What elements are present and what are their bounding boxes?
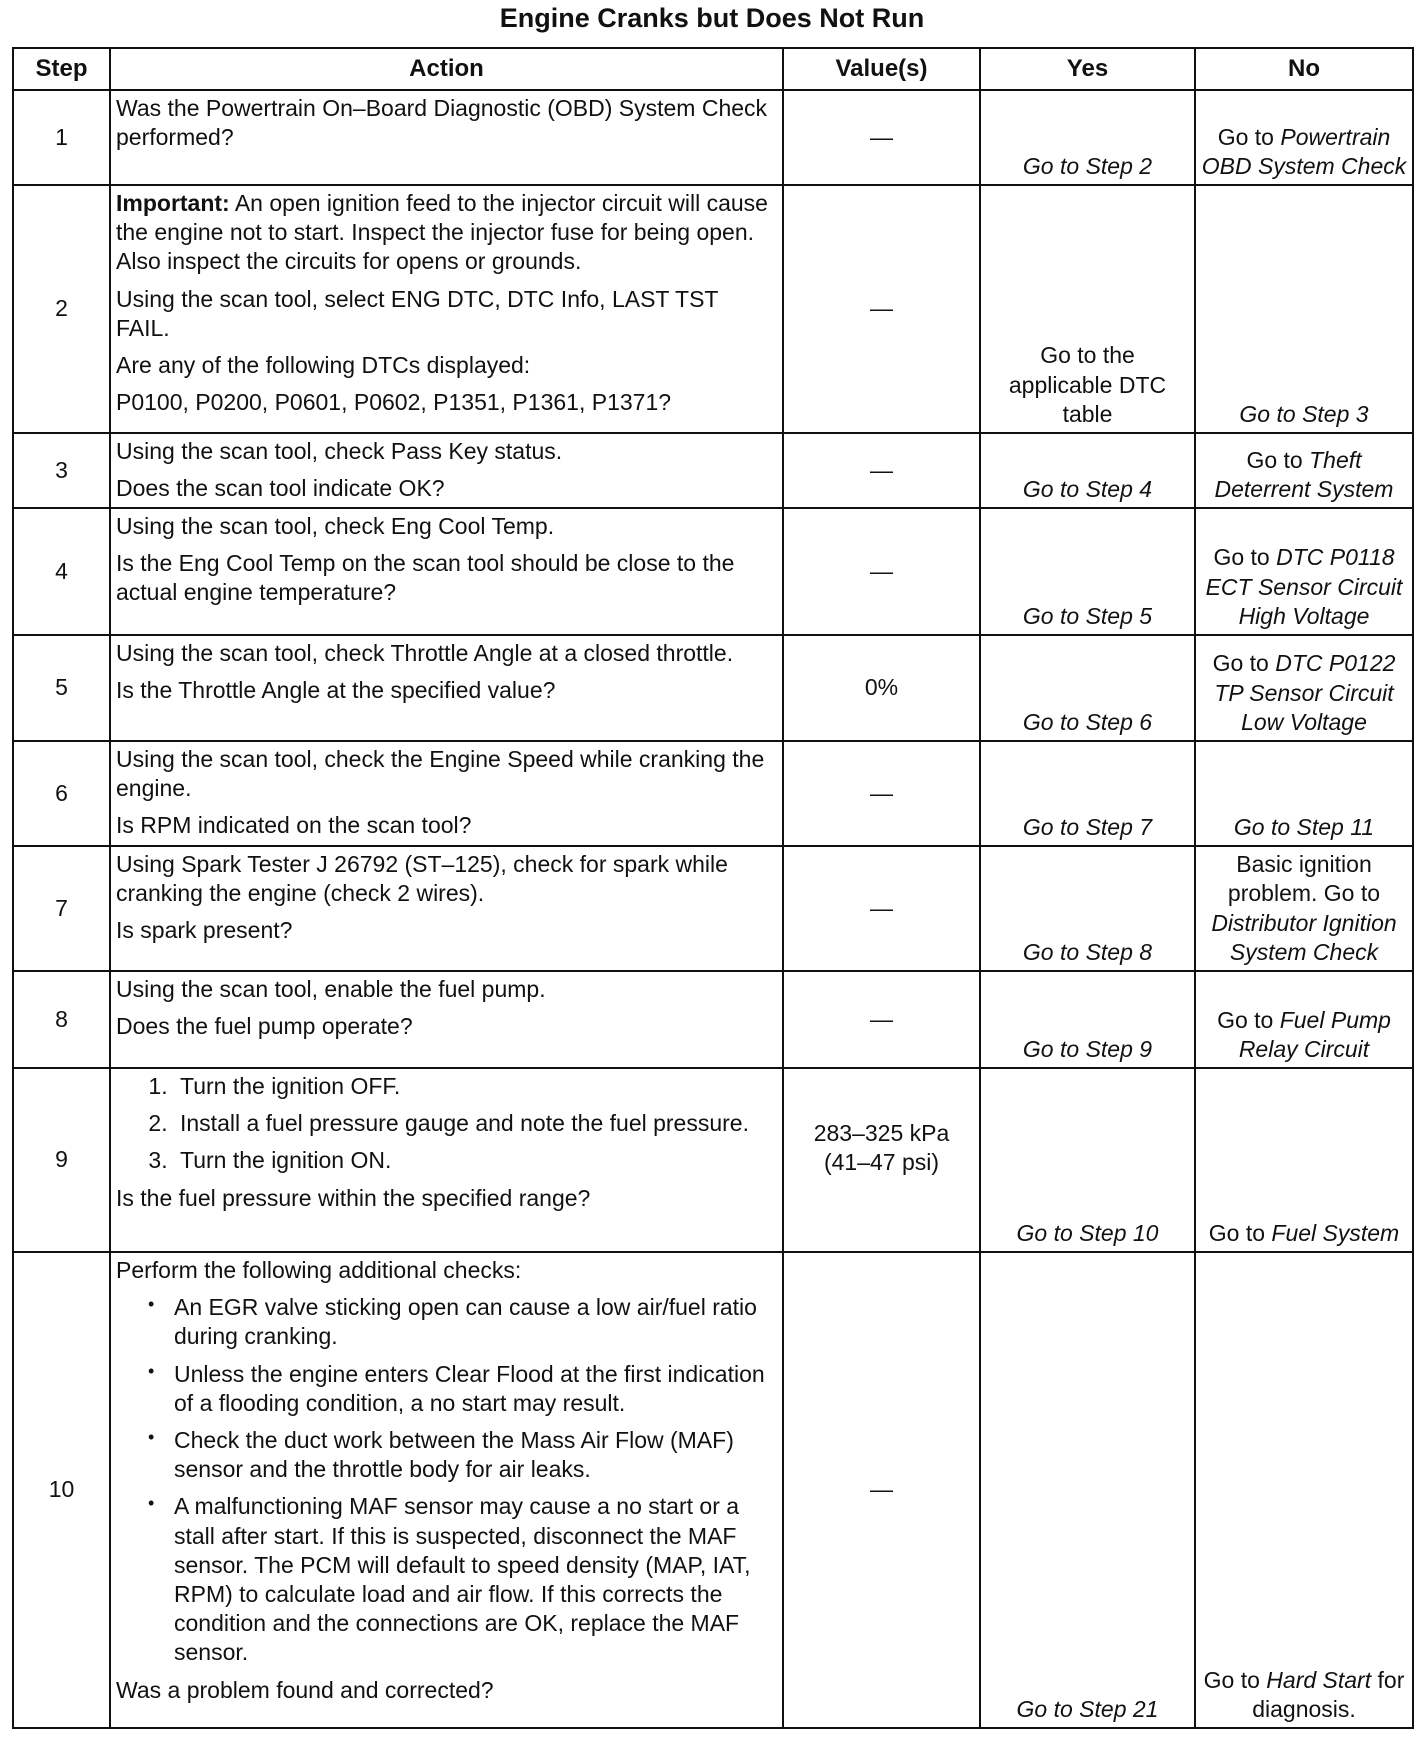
header-action: Action: [110, 48, 783, 90]
step-number: 6: [13, 741, 110, 846]
list-item: 1. Turn the ignition OFF.: [174, 1072, 777, 1101]
no-cell: [1195, 971, 1413, 1068]
action-text: Using the scan tool, check Eng Cool Temp.: [116, 513, 555, 539]
step-number: 2: [13, 185, 110, 433]
header-step: Step: [13, 48, 110, 90]
numbered-list: [116, 1072, 777, 1176]
diagnostic-table: [12, 47, 1414, 1729]
no-prefix: Go to: [1217, 1006, 1280, 1033]
table-row: [13, 185, 1413, 433]
action-cell: [110, 1252, 783, 1728]
action-text: Using the scan tool, check Pass Key status.: [116, 438, 563, 464]
value-cell: —: [783, 846, 980, 971]
no-cell: [1195, 1068, 1413, 1252]
yes-link[interactable]: Go to Step 5: [980, 508, 1195, 635]
no-prefix: Go to: [1246, 446, 1310, 473]
no-prefix: Go to: [1213, 544, 1277, 571]
header-no: No: [1195, 48, 1413, 90]
no-prefix: Basic ignition problem. Go to: [1227, 851, 1381, 907]
no-link[interactable]: Theft Deterrent System: [1214, 446, 1394, 502]
step-number: 10: [13, 1252, 110, 1728]
important-text: An open ignition feed to the injector circuit will cause the engine not to start. Inspect the injector fuse for being open. Also inspect the circuits for opens or grounds.: [116, 190, 768, 275]
value-cell: —: [783, 90, 980, 185]
action-text: Is the Eng Cool Temp on the scan tool should be close to the actual engine temperature?: [116, 550, 735, 606]
yes-link[interactable]: Go to Step 9: [980, 971, 1195, 1068]
no-link[interactable]: Hard Start: [1266, 1666, 1372, 1693]
yes-link[interactable]: Go to Step 6: [980, 635, 1195, 741]
action-intro: Perform the following additional checks:: [116, 1257, 522, 1283]
list-item: 3. Turn the ignition ON.: [174, 1146, 777, 1175]
action-cell: [110, 90, 783, 185]
no-link[interactable]: Go to Step 3: [1195, 185, 1413, 433]
action-cell: [110, 635, 783, 741]
table-header-row: [13, 48, 1413, 90]
no-prefix: Go to: [1212, 650, 1276, 677]
step-number: 1: [13, 90, 110, 185]
no-cell: [1195, 846, 1413, 971]
action-text: Using the scan tool, select ENG DTC, DTC Info, LAST TST FAIL.: [116, 285, 719, 341]
value-cell: —: [783, 971, 980, 1068]
step-number: 5: [13, 635, 110, 741]
header-yes: Yes: [980, 48, 1195, 90]
action-cell: [110, 185, 783, 433]
value-line: (41–47 psi): [823, 1149, 940, 1176]
value-cell: 0%: [783, 635, 980, 741]
action-text: Does the fuel pump operate?: [116, 1013, 413, 1040]
action-text: Are any of the following DTCs displayed:: [116, 352, 531, 379]
table-row: [13, 635, 1413, 741]
action-cell: [110, 1068, 783, 1252]
value-cell: —: [783, 508, 980, 635]
table-row: [13, 1068, 1413, 1252]
no-link[interactable]: Powertrain OBD System Check: [1201, 123, 1407, 179]
no-link[interactable]: Fuel System: [1271, 1219, 1400, 1246]
action-text: Using the scan tool, check Throttle Angle at a closed throttle.: [116, 640, 734, 666]
yes-link[interactable]: Go to Step 4: [980, 433, 1195, 508]
no-prefix: Go to: [1208, 1219, 1272, 1246]
action-cell: [110, 971, 783, 1068]
no-prefix: Go to: [1203, 1666, 1267, 1693]
list-item: • Unless the engine enters Clear Flood at the first indication of a flooding condition, a no start may result.: [174, 1360, 777, 1418]
table-row: [13, 90, 1413, 185]
table-row: [13, 846, 1413, 971]
bullet-list: [116, 1293, 777, 1667]
yes-link[interactable]: Go to Step 21: [980, 1252, 1195, 1728]
action-cell: [110, 846, 783, 971]
table-row: [13, 433, 1413, 508]
value-cell: —: [783, 185, 980, 433]
table-row: [13, 741, 1413, 846]
no-cell: [1195, 433, 1413, 508]
action-cell: [110, 741, 783, 846]
action-cell: [110, 433, 783, 508]
action-text: Is the Throttle Angle at the specified value?: [116, 677, 556, 704]
value-cell: —: [783, 433, 980, 508]
no-link[interactable]: Fuel Pump Relay Circuit: [1238, 1006, 1391, 1062]
yes-link[interactable]: Go to Step 7: [980, 741, 1195, 846]
yes-link[interactable]: Go to the applicable DTC table: [980, 185, 1195, 433]
value-line: 283–325 kPa: [813, 1120, 950, 1146]
action-text: Is spark present?: [116, 917, 293, 944]
step-number: 9: [13, 1068, 110, 1252]
yes-link[interactable]: Go to Step 2: [980, 90, 1195, 185]
no-link[interactable]: Go to Step 11: [1195, 741, 1413, 846]
action-cell: [110, 508, 783, 635]
yes-link[interactable]: Go to Step 8: [980, 846, 1195, 971]
yes-link[interactable]: Go to Step 10: [980, 1068, 1195, 1252]
action-text: Was the Powertrain On–Board Diagnostic (OBD) System Check performed?: [116, 95, 768, 151]
important-label: Important:: [116, 190, 230, 216]
list-item: • A malfunctioning MAF sensor may cause a no start or a stall after start. If this is suspected, disconnect the MAF sensor. The PCM will default to speed density (MAP, IAT, RPM) to calculate load and air flow. If this corrects the condition and the connections are OK, replace the MAF sensor.: [174, 1492, 777, 1667]
table-row: [13, 971, 1413, 1068]
action-text: Is RPM indicated on the scan tool?: [116, 812, 472, 839]
list-item: • Check the duct work between the Mass Air Flow (MAF) sensor and the throttle body for air leaks.: [174, 1426, 777, 1484]
value-cell: —: [783, 1252, 980, 1728]
table-row: [13, 508, 1413, 635]
action-question: Was a problem found and corrected?: [116, 1676, 494, 1703]
no-cell: [1195, 508, 1413, 635]
no-cell: [1195, 90, 1413, 185]
no-prefix: Go to: [1217, 123, 1281, 150]
action-text: Using the scan tool, check the Engine Speed while cranking the engine.: [116, 746, 765, 802]
no-cell: [1195, 635, 1413, 741]
step-number: 8: [13, 971, 110, 1068]
important-note: [116, 189, 777, 277]
action-text: Using Spark Tester J 26792 (ST–125), check for spark while cranking the engine (check 2 wires).: [116, 851, 728, 907]
no-cell: [1195, 1252, 1413, 1728]
action-question: Is the fuel pressure within the specified range?: [116, 1184, 591, 1211]
step-number: 3: [13, 433, 110, 508]
table-row: [13, 1252, 1413, 1728]
value-cell: —: [783, 741, 980, 846]
no-link[interactable]: Distributor Ignition System Check: [1211, 909, 1397, 965]
no-link[interactable]: DTC P0122 TP Sensor Circuit Low Voltage: [1214, 650, 1396, 735]
header-values: Value(s): [783, 48, 980, 90]
page-title: Engine Cranks but Does Not Run: [499, 3, 925, 33]
no-link[interactable]: DTC P0118 ECT Sensor Circuit High Voltage: [1205, 544, 1403, 629]
value-cell: [783, 1068, 980, 1252]
action-text: P0100, P0200, P0601, P0602, P1351, P1361, P1371?: [116, 389, 672, 416]
action-text: Does the scan tool indicate OK?: [116, 475, 445, 502]
step-number: 4: [13, 508, 110, 635]
no-suffix: for diagnosis.: [1252, 1666, 1405, 1722]
step-number: 7: [13, 846, 110, 971]
list-item: • An EGR valve sticking open can cause a low air/fuel ratio during cranking.: [174, 1293, 777, 1351]
action-text: Using the scan tool, enable the fuel pump.: [116, 976, 546, 1002]
list-item: 2. Install a fuel pressure gauge and note the fuel pressure.: [174, 1109, 777, 1138]
